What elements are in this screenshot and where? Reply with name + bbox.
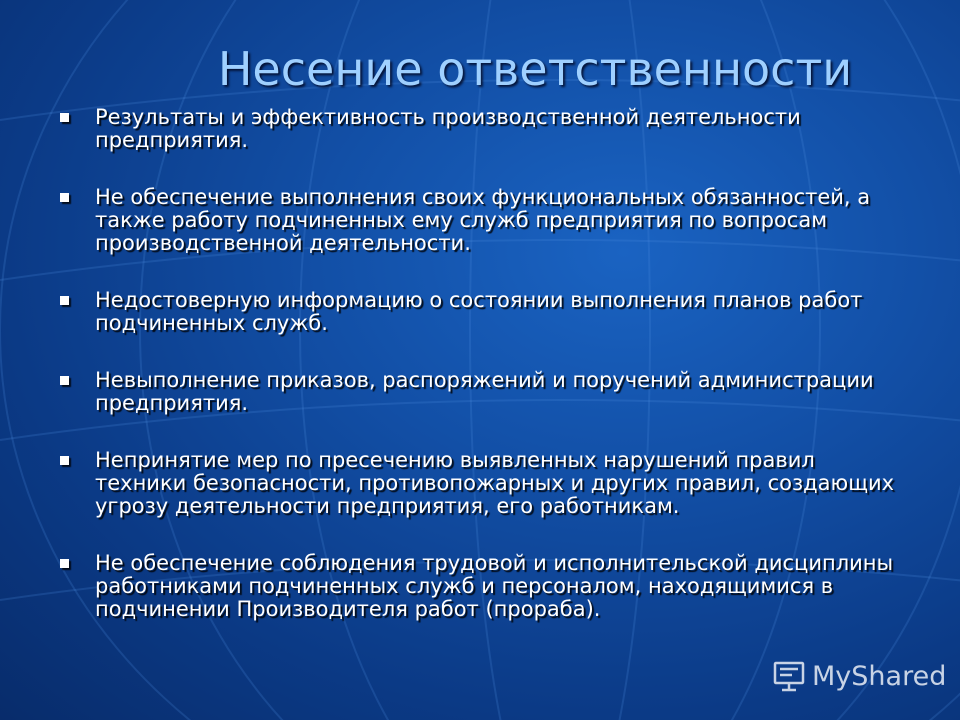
bullet-item: [58, 289, 908, 335]
square-bullet-icon: [60, 456, 69, 465]
bullet-item: [58, 186, 908, 255]
slide-title: Несение ответственности: [217, 42, 853, 96]
bullet-text: Недостоверную информацию о состоянии выполнения планов работ подчиненных служб.: [95, 288, 863, 335]
bullet-item: [58, 552, 908, 621]
bullet-text: Не обеспечение выполнения своих функциональных обязанностей, а также работу подчиненных ему служб предприятия по вопросам производственной деятельности.: [95, 185, 871, 255]
presentation-board-icon: [772, 659, 806, 693]
bullet-item: [58, 106, 908, 152]
square-bullet-icon: [60, 376, 69, 385]
watermark-text: MyShared: [812, 660, 947, 692]
bullet-item: [58, 369, 908, 415]
square-bullet-icon: [60, 296, 69, 305]
bullet-item: [58, 449, 908, 518]
bullet-list: [58, 106, 908, 621]
square-bullet-icon: [60, 113, 69, 122]
bullet-text: Не обеспечение соблюдения трудовой и исполнительской дисциплины работниками подчиненных служб и персоналом, находящимися в подчинении Производителя работ (прораба).: [95, 551, 894, 621]
bullet-text: Невыполнение приказов, распоряжений и поручений администрации предприятия.: [95, 368, 874, 415]
bullet-text: Непринятие мер по пресечению выявленных нарушений правил техники безопасности, противопожарных и других правил, создающих угрозу деятельности предприятия, его работникам.: [95, 448, 895, 518]
bullet-text: Результаты и эффективность производственной деятельности предприятия.: [95, 105, 801, 152]
square-bullet-icon: [60, 559, 69, 568]
square-bullet-icon: [60, 193, 69, 202]
myshared-watermark: [772, 655, 947, 697]
